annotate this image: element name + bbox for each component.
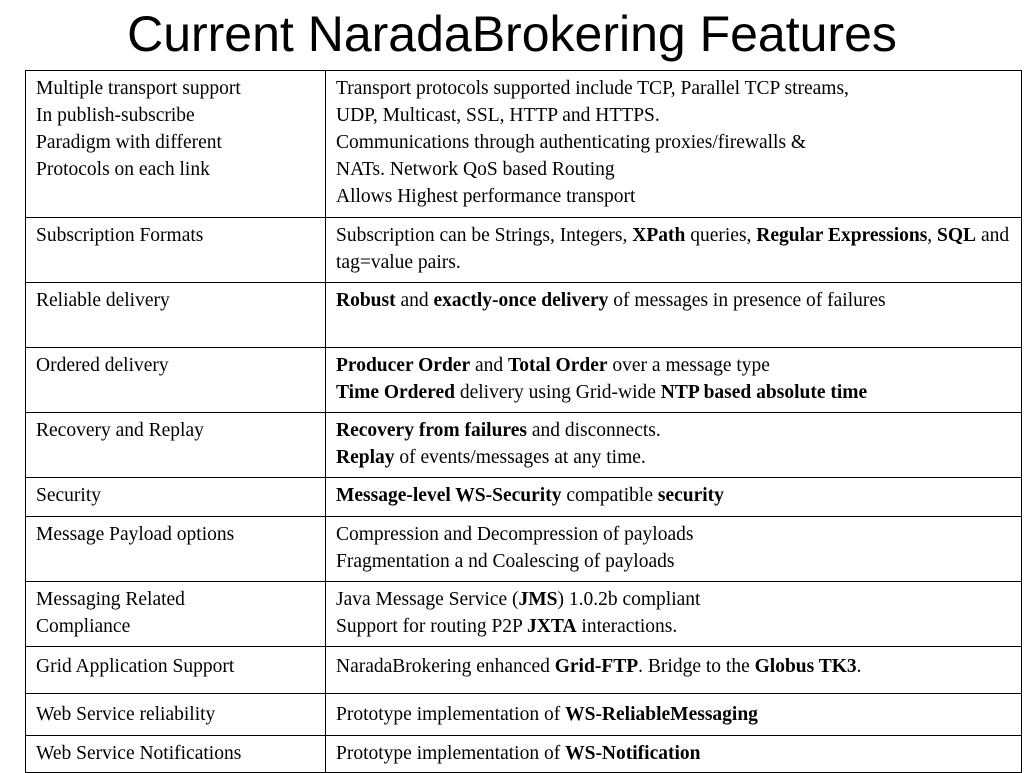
description-text: of messages in presence of failures xyxy=(608,290,886,311)
table-row xyxy=(26,647,1022,694)
description-line: Allows Highest performance transport xyxy=(336,186,636,207)
feature-line: Messaging Related xyxy=(36,589,185,610)
description-bold: Regular Expressions xyxy=(756,225,928,246)
description-cell xyxy=(326,348,1022,413)
feature-line: Compliance xyxy=(36,616,131,637)
description-text: of events/messages at any time. xyxy=(394,447,646,468)
description-cell xyxy=(326,283,1022,348)
description-text: compatible xyxy=(561,485,658,506)
description-text: queries, xyxy=(685,225,757,246)
description-bold: JMS xyxy=(518,589,558,610)
description-bold: Message-level WS-Security xyxy=(336,485,562,506)
table-row xyxy=(26,582,1022,647)
feature-cell: Recovery and Replay xyxy=(26,413,326,478)
description-bold: Globus TK3 xyxy=(754,656,857,677)
feature-cell xyxy=(26,71,326,218)
description-cell xyxy=(326,736,1022,773)
description-text: . xyxy=(856,656,862,677)
description-line: NATs. Network QoS based Routing xyxy=(336,159,615,180)
feature-cell: Reliable delivery xyxy=(26,283,326,348)
description-cell xyxy=(326,517,1022,582)
feature-cell xyxy=(26,582,326,647)
feature-cell: Security xyxy=(26,478,326,517)
table-row xyxy=(26,736,1022,773)
description-line: UDP, Multicast, SSL, HTTP and HTTPS. xyxy=(336,105,660,126)
description-text: Subscription can be Strings, Integers, xyxy=(336,225,633,246)
description-bold: Robust xyxy=(336,290,396,311)
description-text: and tag=value pairs. xyxy=(336,225,1010,273)
feature-line: Protocols on each link xyxy=(36,159,210,180)
description-bold: exactly-once delivery xyxy=(433,290,609,311)
description-bold: NTP based absolute time xyxy=(660,382,868,403)
features-table xyxy=(25,70,1022,773)
feature-cell: Subscription Formats xyxy=(26,218,326,283)
description-cell xyxy=(326,694,1022,736)
table-row xyxy=(26,478,1022,517)
description-text: over a message type xyxy=(607,355,770,376)
table-row xyxy=(26,694,1022,736)
description-text: Prototype implementation of xyxy=(336,704,566,725)
description-cell xyxy=(326,218,1022,283)
description-bold: Replay xyxy=(336,447,395,468)
description-bold: Producer Order xyxy=(336,355,471,376)
description-text: . Bridge to the xyxy=(638,656,755,677)
feature-line: Paradigm with different xyxy=(36,132,222,153)
description-cell xyxy=(326,71,1022,218)
table-row xyxy=(26,283,1022,348)
description-bold: Recovery from failures xyxy=(336,420,527,441)
table-row xyxy=(26,71,1022,218)
description-line: Compression and Decompression of payloads xyxy=(336,524,694,545)
feature-cell: Web Service Notifications xyxy=(26,736,326,773)
feature-cell: Ordered delivery xyxy=(26,348,326,413)
description-cell xyxy=(326,413,1022,478)
description-text: Support for routing P2P xyxy=(336,616,528,637)
description-bold: XPath xyxy=(632,225,686,246)
page-title: Current NaradaBrokering Features xyxy=(127,6,897,62)
description-text: ) 1.0.2b compliant xyxy=(557,589,701,610)
description-text: delivery using Grid-wide xyxy=(454,382,661,403)
table-row xyxy=(26,413,1022,478)
description-bold: JXTA xyxy=(527,616,577,637)
description-line: Fragmentation a nd Coalescing of payloads xyxy=(336,551,675,572)
description-text: and xyxy=(395,290,434,311)
feature-line: In publish-subscribe xyxy=(36,105,195,126)
description-cell xyxy=(326,582,1022,647)
description-cell xyxy=(326,647,1022,694)
description-line: Transport protocols supported include TCP, Parallel TCP streams, xyxy=(336,78,849,99)
description-text: and xyxy=(470,355,509,376)
description-text: , xyxy=(927,225,938,246)
table-row xyxy=(26,218,1022,283)
description-bold: Grid-FTP xyxy=(554,656,639,677)
description-bold: WS-Notification xyxy=(565,743,701,764)
description-bold: SQL xyxy=(937,225,977,246)
feature-cell: Web Service reliability xyxy=(26,694,326,736)
description-text: NaradaBrokering enhanced xyxy=(336,656,555,677)
description-bold: Total Order xyxy=(508,355,608,376)
feature-line: Multiple transport support xyxy=(36,78,241,99)
feature-cell: Message Payload options xyxy=(26,517,326,582)
description-text: and disconnects. xyxy=(526,420,661,441)
description-bold: WS-ReliableMessaging xyxy=(565,704,758,725)
feature-cell: Grid Application Support xyxy=(26,647,326,694)
description-text: Java Message Service ( xyxy=(336,589,519,610)
description-text: interactions. xyxy=(576,616,678,637)
description-bold: Time Ordered xyxy=(336,382,455,403)
description-bold: security xyxy=(657,485,724,506)
description-text: Prototype implementation of xyxy=(336,743,566,764)
table-row xyxy=(26,517,1022,582)
table-row xyxy=(26,348,1022,413)
description-cell xyxy=(326,478,1022,517)
description-line: Communications through authenticating proxies/firewalls & xyxy=(336,132,807,153)
